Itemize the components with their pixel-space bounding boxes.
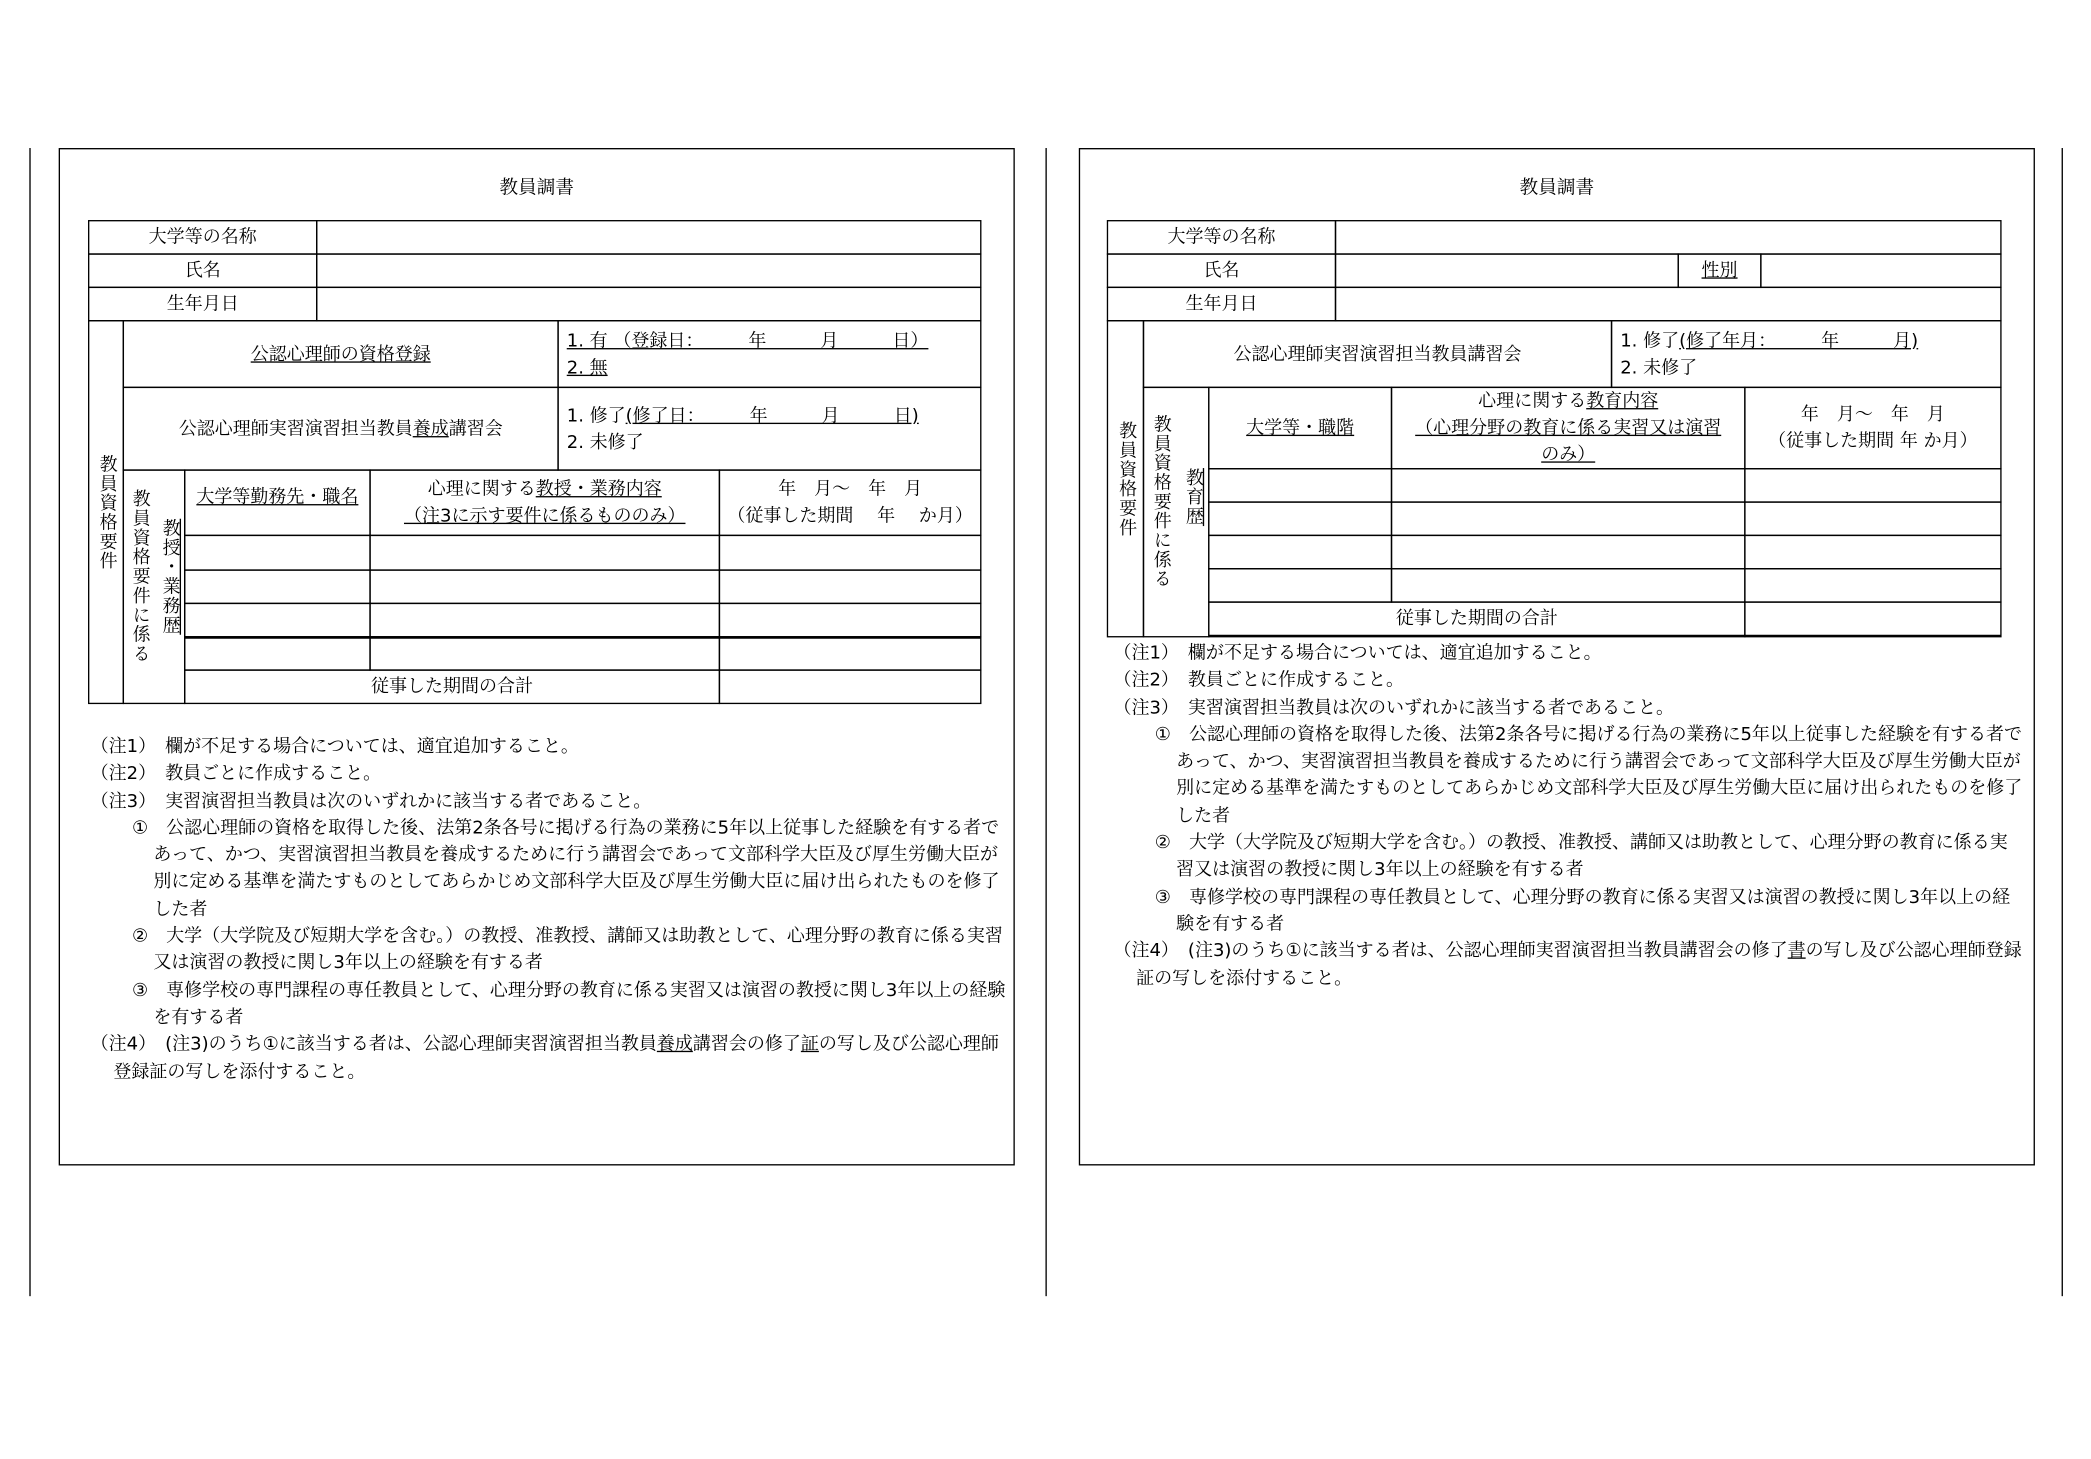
qualification-section-label [88, 320, 124, 704]
history-row-cell[interactable] [184, 636, 371, 671]
right-notes [1113, 640, 2025, 992]
col-header-text: 教育内容 [1586, 390, 1659, 413]
note-3-item-1: ① 公認心理師の資格を取得した後、法第2条各号に掲げる行為の業務に5年以上従事した経験を有する者であって、かつ、実習演習担当教員を養成するために行う講習会であって文部科学大臣及び厚生労働大臣が別に定める基準を満たすものとしてあらかじめ文部科学大臣及び厚生労働大臣に届け出られたものを修了した者 [132, 817, 1000, 920]
course-option-not-completed[interactable]: 2. 未修了 [566, 431, 644, 453]
birthdate-field[interactable] [316, 287, 981, 322]
note-text: 証 [800, 1033, 819, 1056]
note-3-item-2: ② 大学（大学院及び短期大学を含む。）の教授、准教授、講師又は助教として、心理分野の教育に係る実習又は演習の教授に関し3年以上の経験を有する者 [1154, 832, 2008, 881]
col-header-text: 心理に関する [427, 478, 536, 501]
qualification-label: 教員資格要件 [1114, 420, 1137, 537]
history-section-label [1143, 387, 1210, 638]
col-header-text: （注3に示す要件に係るもののみ） [403, 505, 686, 527]
qualification-label: 教員資格要件 [95, 454, 117, 571]
option-text: 1. 修了 [1620, 330, 1680, 352]
birthdate-label: 生年月日 [88, 287, 317, 322]
col-header-text: のみ） [1541, 444, 1596, 466]
note-text: （注4） (注3)のうち①に該当する者は、公認心理師実習演習担当教員講習会の修了 [1113, 940, 1788, 962]
col-header-text: 年 月～ 年 月 [778, 478, 923, 501]
col-header-content [369, 469, 720, 536]
history-row-cell[interactable] [184, 603, 371, 638]
left-notes [91, 733, 1006, 1085]
col-header-employer [1208, 387, 1392, 470]
gender-field[interactable] [1760, 253, 2001, 288]
gender-label: 性別 [1701, 260, 1738, 282]
total-field[interactable] [1744, 601, 2001, 637]
col-header-text: （心理分野の教育に係る実習又は演習 [1415, 417, 1722, 439]
course-option-completed[interactable] [567, 402, 919, 429]
total-field[interactable] [719, 669, 982, 704]
birthdate-label: 生年月日 [1107, 287, 1336, 322]
name-field[interactable] [316, 253, 981, 288]
history-row-cell[interactable] [1208, 535, 1392, 570]
history-row-cell[interactable] [1744, 568, 2001, 603]
history-row-cell[interactable] [369, 636, 720, 671]
col-header-text: （従事した期間 年 か月） [727, 505, 973, 527]
history-row-cell[interactable] [1208, 501, 1392, 536]
registration-label: 公認心理師の資格登録 [250, 343, 431, 365]
history-row-cell[interactable] [1391, 501, 1746, 536]
completion-date: (修了年月： 年 月) [1679, 330, 1919, 352]
birthdate-field[interactable] [1335, 287, 2002, 322]
history-row-cell[interactable] [1744, 468, 2001, 503]
note-3-item-3: ③ 専修学校の専門課程の専任教員として、心理分野の教育に係る実習又は演習の教授に関し3年以上の経験を有する者 [132, 979, 1006, 1029]
col-header-text: 教授・業務内容 [535, 478, 662, 501]
history-row-cell[interactable] [719, 569, 982, 604]
note-1: （注1） 欄が不足する場合については、適宜追加すること。 [1113, 642, 1602, 665]
col-header-period [719, 469, 982, 536]
registration-label-cell [123, 320, 559, 388]
form-title: 教員調書 [499, 177, 575, 199]
history-outer-label: 教員資格要件に係る [128, 489, 150, 664]
option-text: 1. 修了 [566, 404, 626, 427]
course-label-cell [123, 387, 559, 471]
history-row-cell[interactable] [369, 603, 720, 638]
col-header-content [1391, 387, 1746, 470]
course-option-not-completed[interactable]: 2. 未修了 [1620, 356, 1698, 379]
note-1: （注1） 欄が不足する場合については、適宜追加すること。 [90, 736, 579, 758]
col-header-employer [184, 469, 371, 536]
history-row-cell[interactable] [719, 535, 982, 571]
history-row-cell[interactable] [1391, 535, 1746, 570]
institution-field[interactable] [316, 220, 981, 255]
gender-label-cell [1678, 253, 1762, 288]
note-4 [1113, 938, 2025, 992]
registration-options[interactable] [557, 320, 981, 388]
page-divider [29, 148, 30, 1296]
history-row-cell[interactable] [1208, 468, 1392, 503]
name-field[interactable] [1335, 253, 1679, 288]
history-row-cell[interactable] [1208, 568, 1392, 603]
history-row-cell[interactable] [1744, 501, 2001, 536]
note-3-item-1: ① 公認心理師の資格を取得した後、法第2条各号に掲げる行為の業務に5年以上従事した経験を有する者であって、かつ、実習演習担当教員を養成するために行う講習会であって文部科学大臣及び厚生労働大臣が別に定める基準を満たすものとしてあらかじめ文部科学大臣及び厚生労働大臣に届け出られたものを修了した者 [1154, 723, 2023, 827]
course-label-text: 公認心理師実習演習担当教員 [178, 418, 413, 440]
history-row-cell[interactable] [369, 535, 720, 571]
total-label: 従事した期間の合計 [184, 669, 720, 704]
course-label: 公認心理師実習演習担当教員講習会 [1143, 320, 1612, 388]
form-title: 教員調書 [1519, 177, 1595, 199]
institution-label: 大学等の名称 [88, 220, 317, 255]
history-row-cell[interactable] [1744, 535, 2001, 570]
history-row-cell[interactable] [184, 569, 371, 604]
history-row-cell[interactable] [369, 569, 720, 604]
note-text: の写し及び公認心理師登録証の写しを添付すること。 [113, 1033, 999, 1083]
col-header-text: 大学等勤務先・職名 [196, 486, 359, 509]
history-inner-label: 教育歴 [1181, 468, 1203, 527]
page-divider [1045, 148, 1046, 1296]
course-options[interactable] [1611, 320, 2002, 388]
course-option-completed[interactable] [1620, 327, 1918, 354]
note-text: 講習会の修了 [692, 1033, 801, 1056]
col-header-text: （従事した期間 年 か月） [1768, 430, 1978, 453]
col-header-text: 心理に関する [1478, 390, 1587, 413]
history-outer-label: 教員資格要件に係る [1149, 414, 1171, 589]
note-2: （注2） 教員ごとに作成すること。 [90, 763, 382, 785]
history-row-cell[interactable] [1391, 468, 1746, 503]
institution-field[interactable] [1335, 220, 2002, 255]
note-3-item-3: ③ 専修学校の専門課程の専任教員として、心理分野の教育に係る実習又は演習の教授に関し3年以上の経験を有する者 [1154, 886, 2011, 935]
name-label: 氏名 [88, 253, 317, 288]
history-section-label [123, 469, 186, 704]
course-label-underlined: 養成 [412, 418, 449, 440]
note-2: （注2） 教員ごとに作成すること。 [1113, 669, 1404, 692]
course-options[interactable] [557, 387, 981, 471]
history-row-cell[interactable] [719, 603, 982, 638]
col-header-text: 大学等・職階 [1246, 417, 1355, 439]
col-header-text: 年 月～ 年 月 [1800, 404, 1945, 426]
note-text: 養成 [656, 1033, 693, 1056]
registration-option-no[interactable]: 2. 無 [566, 356, 608, 379]
note-3: （注3） 実習演習担当教員は次のいずれかに該当する者であること。 [90, 790, 652, 812]
course-label [179, 415, 503, 442]
note-3-item-2: ② 大学（大学院及び短期大学を含む。）の教授、准教授、講師又は助教として、心理分野の教育に係る実習又は演習の教授に関し3年以上の経験を有する者 [132, 925, 1003, 974]
qualification-section-label [1107, 320, 1144, 637]
note-text: （注4） (注3)のうち①に該当する者は、公認心理師実習演習担当教員 [90, 1033, 657, 1056]
registration-option-yes[interactable]: 1. 有 （登録日： 年 月 日） [566, 330, 929, 352]
col-header-period [1744, 387, 2001, 470]
note-3: （注3） 実習演習担当教員は次のいずれかに該当する者であること。 [1113, 696, 1675, 719]
note-text: 書 [1787, 940, 1806, 962]
total-label: 従事した期間の合計 [1208, 601, 1745, 637]
name-label: 氏名 [1107, 253, 1336, 288]
completion-date: (修了日： 年 月 日) [625, 404, 919, 427]
course-label-text: 講習会 [448, 418, 503, 440]
history-row-cell[interactable] [1391, 568, 1746, 603]
history-row-cell[interactable] [719, 636, 982, 671]
note-text: の写し及び公認心理師登録証の写しを添付すること。 [1136, 940, 2022, 989]
institution-label: 大学等の名称 [1107, 220, 1336, 255]
note-4 [91, 1031, 1006, 1085]
page-divider [2062, 148, 2063, 1296]
history-inner-label: 教授・業務歴 [158, 518, 180, 635]
history-row-cell[interactable] [184, 535, 371, 571]
